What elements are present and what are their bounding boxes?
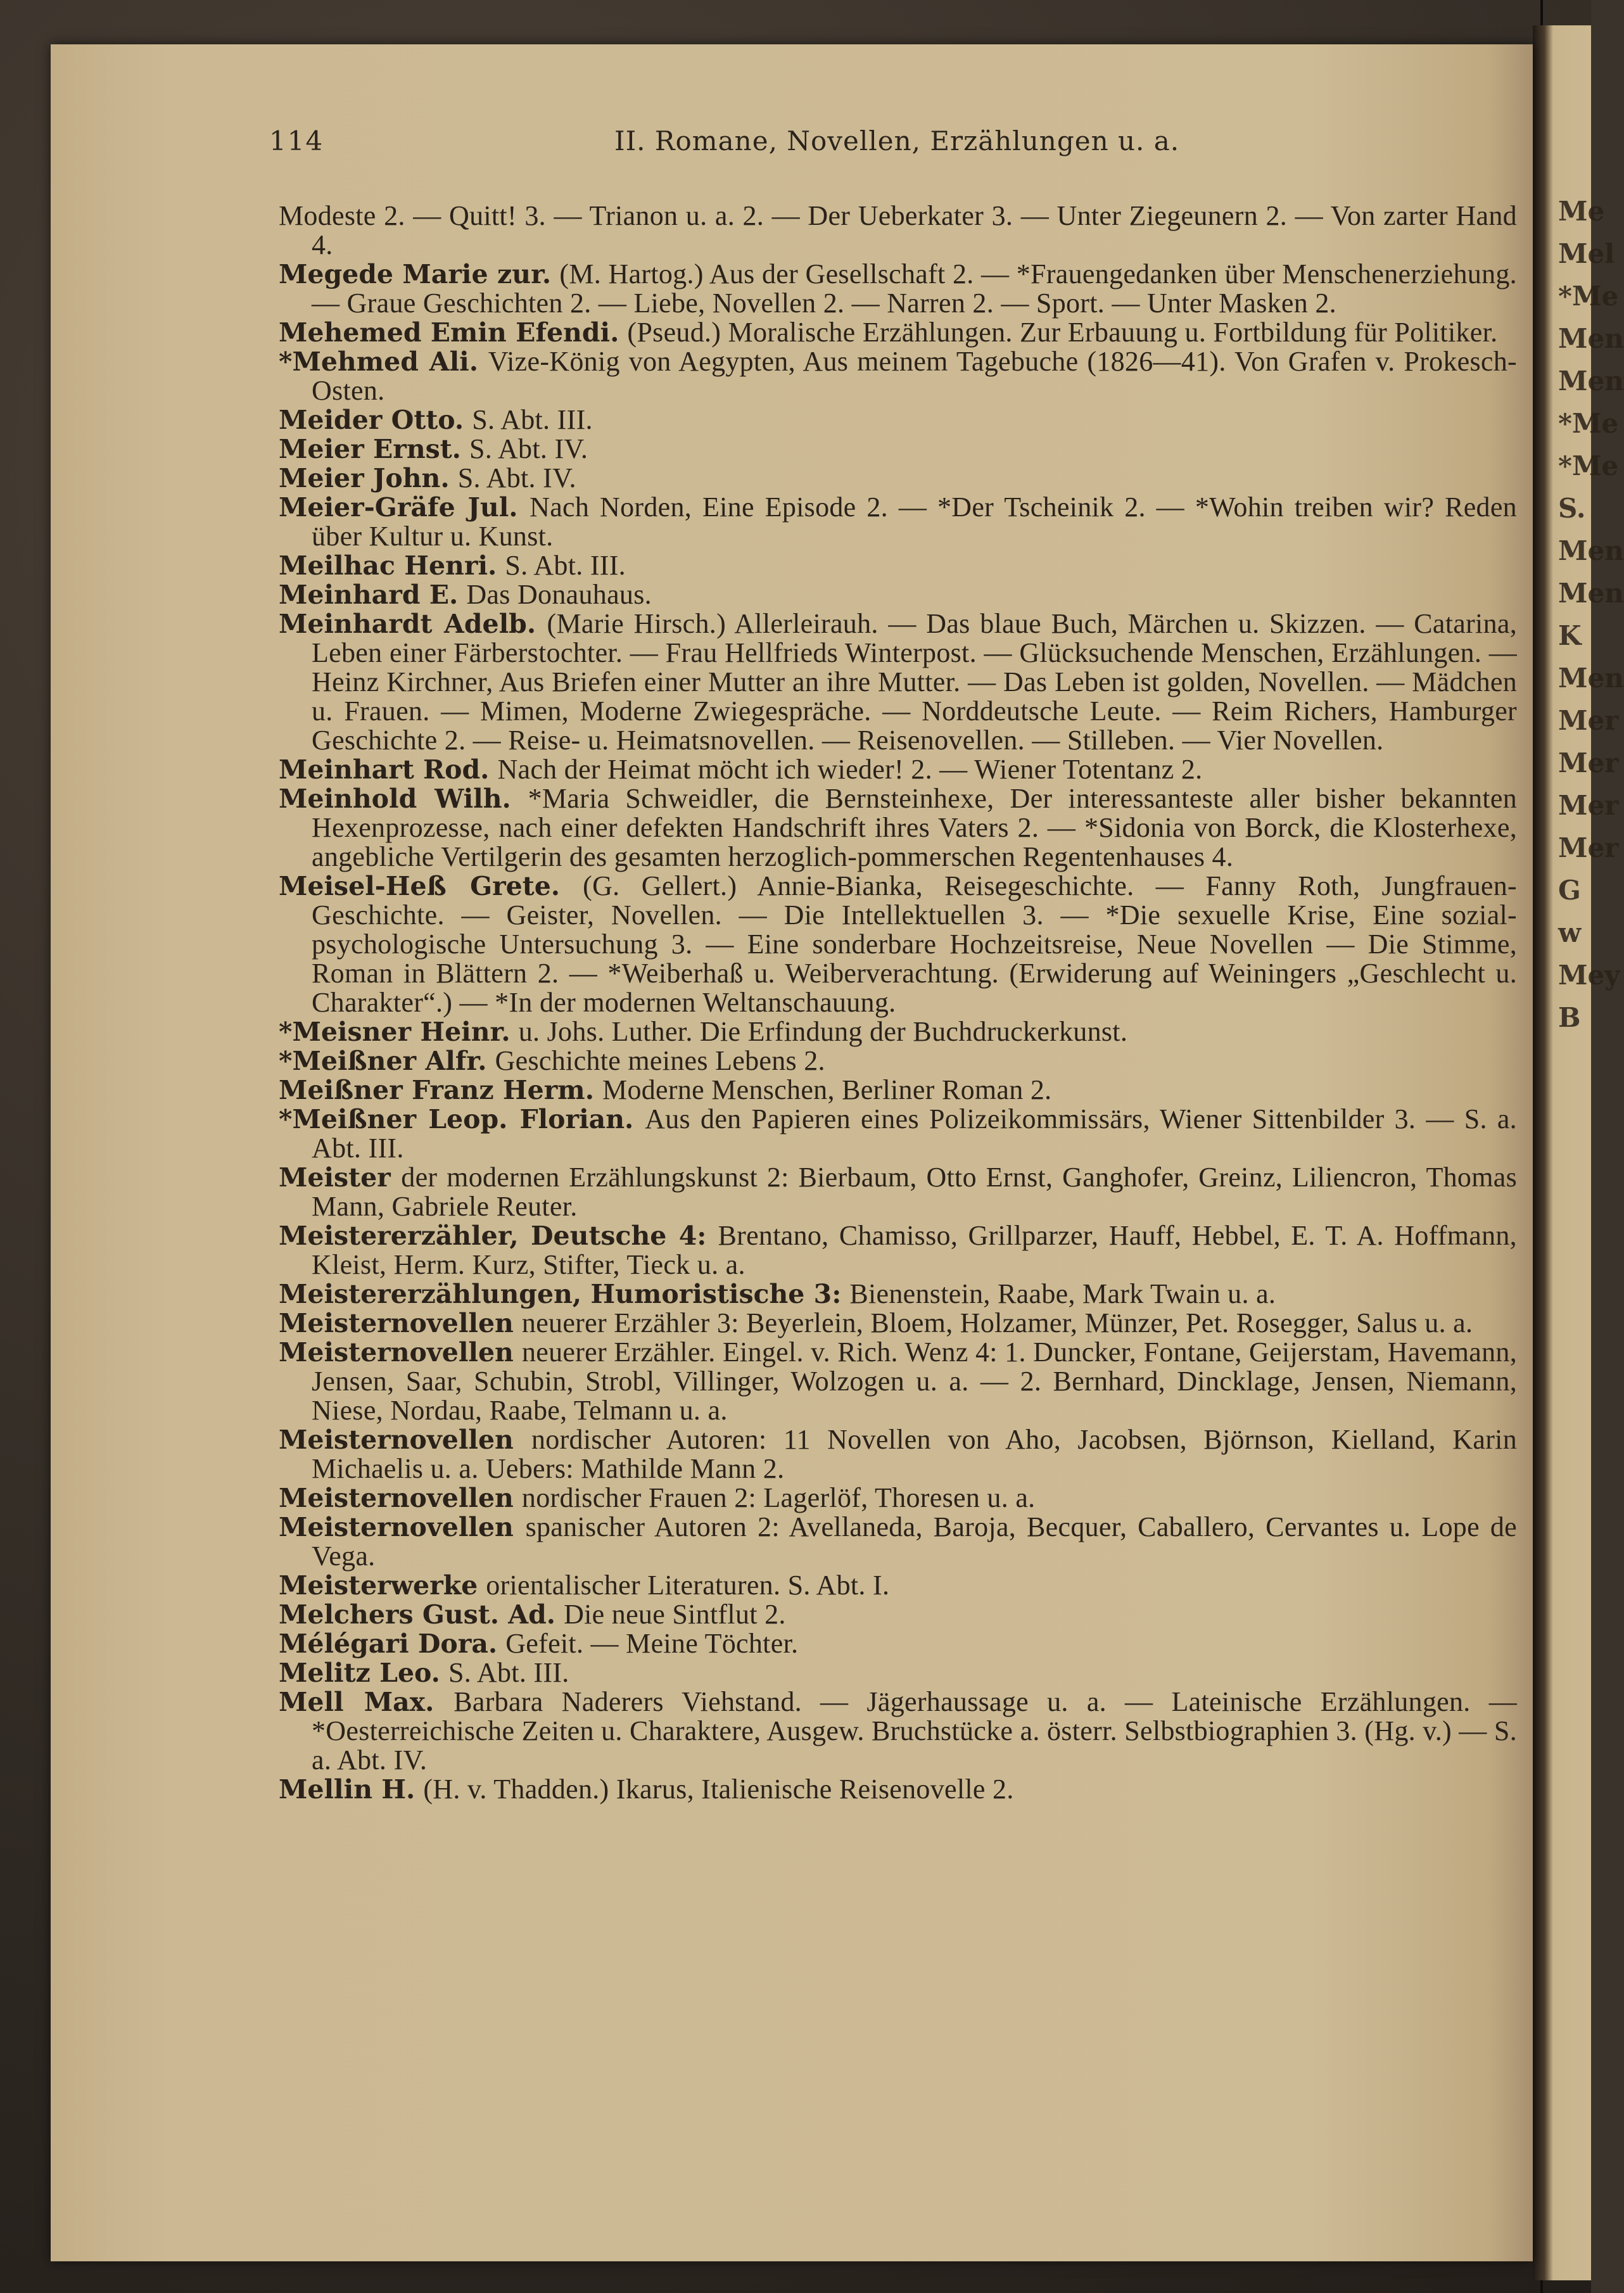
entry-text: Das Donauhaus.: [466, 579, 652, 610]
entry-author: Meisternovellen: [279, 1483, 514, 1513]
entry-text: S. Abt. III.: [472, 404, 593, 435]
entry-author: Meier-Gräfe Jul.: [279, 492, 518, 523]
entry-text: orientalischer Literaturen. S. Abt. I.: [486, 1570, 890, 1601]
catalog-entry: [279, 1513, 1517, 1571]
catalog-entry: [279, 1658, 1517, 1687]
facing-page-fragment: *Me: [1558, 450, 1619, 481]
catalog-entry: [279, 1046, 1517, 1076]
entry-author: Meinhold Wilh.: [279, 784, 511, 814]
entry-author: Meisternovellen: [279, 1308, 514, 1338]
entry-text: Moderne Menschen, Berliner Roman 2.: [602, 1074, 1052, 1105]
entry-text: (M. Hartog.) Aus der Gesellschaft 2. — *Frauengedanken über Menschenerziehung. — Graue Geschichten 2. — Liebe, Novellen 2. — Narren 2. — Sport. — Unter Masken 2.: [312, 258, 1517, 319]
page-header: [269, 125, 1504, 163]
facing-page-fragment: Men: [1558, 663, 1624, 694]
entry-author: Meisel-Heß Grete.: [279, 871, 561, 901]
facing-page-fragment: w: [1558, 917, 1582, 948]
catalog-entries: [279, 201, 1517, 1804]
entry-author: *Meißner Alfr.: [279, 1046, 487, 1076]
entry-author: Meinhart Rod.: [279, 754, 490, 785]
page-number: 114: [269, 125, 324, 156]
entry-text: S. Abt. IV.: [457, 462, 576, 493]
entry-text: S. Abt. IV.: [469, 433, 588, 464]
facing-page-fragment: Men: [1558, 535, 1624, 566]
entry-text: S. Abt. III.: [448, 1657, 569, 1688]
entry-author: Meinhardt Adelb.: [279, 609, 536, 639]
entry-text: (H. v. Thadden.) Ikarus, Italienische Reisenovelle 2.: [423, 1774, 1014, 1805]
entry-text: Die neue Sintflut 2.: [564, 1599, 786, 1630]
catalog-entry: [279, 872, 1517, 1017]
entry-text: nordischer Frauen 2: Lagerlöf, Thoresen u. a.: [521, 1482, 1036, 1513]
catalog-entry: [279, 1687, 1517, 1775]
catalog-entry: [279, 784, 1517, 872]
entry-text: Brentano, Chamisso, Grillparzer, Hauff, Hebbel, E. T. A. Hoffmann, Kleist, Herm. Kurz, Stifter, Tieck u. a.: [312, 1220, 1517, 1280]
catalog-entry: [279, 201, 1517, 260]
entry-author: Meistererzähler, Deutsche 4:: [279, 1221, 707, 1251]
entry-author: *Meißner Leop. Florian.: [279, 1104, 634, 1134]
entry-author: Meisterwerke: [279, 1570, 478, 1601]
entry-text: der modernen Erzählungskunst 2: Bierbaum, Otto Ernst, Ganghofer, Greinz, Liliencron, Thomas Mann, Gabriele Reuter.: [312, 1162, 1517, 1222]
entry-author: Meisternovellen: [279, 1512, 514, 1542]
running-head: II. Romane, Novellen, Erzählungen u. a.: [614, 125, 1180, 156]
entry-text: Bienenstein, Raabe, Mark Twain u. a.: [849, 1278, 1276, 1309]
catalog-entry: [279, 580, 1517, 609]
entry-author: Meistererzählungen, Humoristische 3:: [279, 1279, 842, 1309]
facing-page-fragment: K: [1558, 620, 1582, 651]
facing-page-fragment: S.: [1558, 493, 1586, 524]
entry-author: Meider Otto.: [279, 405, 464, 435]
entry-text: neuerer Erzähler. Eingel. v. Rich. Wenz 4: 1. Duncker, Fontane, Geijerstam, Havemann, Jensen, Saar, Schubin, Strobl, Villinger, Wolzogen u. a. — 2. Bernhard, Dincklage, Jensen, Niemann, Niese, Nordau, Raabe, Telmann u. a.: [312, 1337, 1517, 1426]
entry-text: Nach der Heimat möcht ich wieder! 2. — Wiener Totentanz 2.: [497, 754, 1203, 785]
facing-page-fragment: B: [1558, 1002, 1581, 1033]
entry-text: spanischer Autoren 2: Avellaneda, Baroja, Becquer, Caballero, Cervantes u. Lope de Vega.: [312, 1511, 1517, 1572]
facing-page-fragment: Mey: [1558, 960, 1620, 991]
entry-author: Meier John.: [279, 463, 450, 493]
entry-text: Gefeit. — Meine Töchter.: [505, 1628, 799, 1659]
entry-text: Modeste 2. — Quitt! 3. — Trianon u. a. 2. — Der Ueberkater 3. — Unter Ziegeunern 2. — Von zarter Hand 4.: [279, 200, 1517, 260]
facing-page-fragment: Me: [1558, 196, 1605, 227]
entry-author: Meilhac Henri.: [279, 550, 497, 581]
catalog-entry: [279, 318, 1517, 347]
facing-page-fragment: G: [1558, 875, 1581, 906]
facing-page-fragment: Mer: [1558, 747, 1619, 778]
entry-author: *Mehmed Ali.: [279, 346, 479, 377]
facing-page-fragment: Men: [1558, 578, 1624, 609]
entry-text: Geschichte meines Lebens 2.: [495, 1045, 825, 1076]
entry-text: (Pseud.) Moralische Erzählungen. Zur Erbauung u. Fortbildung für Politiker.: [627, 317, 1498, 348]
catalog-entry: [279, 1221, 1517, 1280]
entry-author: Mehemed Emin Efendi.: [279, 317, 619, 348]
catalog-entry: [279, 1105, 1517, 1163]
catalog-entry: [279, 1309, 1517, 1338]
facing-page-fragment: Men: [1558, 365, 1624, 397]
entry-author: Mélégari Dora.: [279, 1629, 498, 1659]
entry-text: neuerer Erzähler 3: Beyerlein, Bloem, Holzamer, Münzer, Pet. Rosegger, Salus u. a.: [521, 1307, 1473, 1338]
catalog-entry: [279, 435, 1517, 464]
catalog-entry: [279, 1338, 1517, 1425]
entry-author: Meister: [279, 1162, 391, 1193]
entry-author: Mell Max.: [279, 1687, 435, 1717]
entry-author: Meier Ernst.: [279, 434, 461, 464]
facing-page-fragment: Mer: [1558, 705, 1619, 736]
entry-text: S. Abt. III.: [505, 550, 626, 581]
entry-author: *Meisner Heinr.: [279, 1017, 511, 1047]
facing-page-fragment: *Me: [1558, 281, 1619, 312]
facing-page-fragment: Mer: [1558, 790, 1619, 821]
catalog-entry: [279, 1017, 1517, 1046]
entry-text: u. Johs. Luther. Die Erfindung der Buchdruckerkunst.: [518, 1016, 1128, 1047]
entry-author: Melitz Leo.: [279, 1658, 440, 1688]
entry-author: Meisternovellen: [279, 1425, 514, 1455]
catalog-entry: [279, 1775, 1517, 1804]
entry-author: Meisternovellen: [279, 1337, 514, 1368]
entry-text: Aus den Papieren eines Polizeikommissärs, Wiener Sittenbilder 3. — S. a. Abt. III.: [312, 1103, 1517, 1164]
entry-text: Vize-König von Aegypten, Aus meinem Tagebuche (1826—41). Von Grafen v. Prokesch-Osten.: [312, 346, 1517, 406]
catalog-entry: [279, 493, 1517, 551]
catalog-entry: [279, 1280, 1517, 1309]
facing-page-fragment: Men: [1558, 323, 1624, 354]
catalog-entry: [279, 1076, 1517, 1105]
entry-author: Meinhard E.: [279, 580, 459, 610]
facing-page-fragment: *Me: [1558, 408, 1619, 439]
catalog-entry: [279, 551, 1517, 580]
catalog-entry: [279, 464, 1517, 493]
catalog-entry: [279, 405, 1517, 435]
entry-text: Barbara Naderers Viehstand. — Jägerhaussage u. a. — Lateinische Erzählungen. — *Oesterreichische Zeiten u. Charaktere, Ausgew. Bruchstücke a. österr. Selbstbiographien 3. (Hg. v.) — S. a. Abt. IV.: [312, 1686, 1517, 1775]
catalog-entry: [279, 1163, 1517, 1221]
entry-author: Meißner Franz Herm.: [279, 1075, 594, 1105]
facing-page-fragment: Mer: [1558, 832, 1619, 863]
entry-text: nordischer Autoren: 11 Novellen von Aho, Jacobsen, Björnson, Kielland, Karin Michaelis u. a. Uebers: Mathilde Mann 2.: [312, 1424, 1517, 1484]
entry-text: Nach Norden, Eine Episode 2. — *Der Tscheinik 2. — *Wohin treiben wir? Reden über Kultur u. Kunst.: [312, 492, 1517, 552]
catalog-entry: [279, 1425, 1517, 1483]
catalog-entry: [279, 260, 1517, 318]
facing-page-fragment: Mel: [1558, 238, 1615, 269]
entry-text: *Maria Schweidler, die Bernsteinhexe, Der interessanteste aller bisher bekannten Hexenprozesse, nach einer defekten Handschrift ihres Vaters 2. — *Sidonia von Borck, die Klosterhexe, angebliche Vertilgerin des gesamten herzoglich-pommerschen Regentenhauses 4.: [312, 783, 1517, 872]
entry-author: Megede Marie zur.: [279, 259, 552, 289]
facing-page-text-fragments: [1558, 190, 1624, 1710]
entry-author: Mellin H.: [279, 1774, 416, 1805]
catalog-entry: [279, 1600, 1517, 1629]
catalog-entry: [279, 755, 1517, 784]
catalog-entry: [279, 347, 1517, 405]
catalog-entry: [279, 609, 1517, 755]
catalog-entry: [279, 1629, 1517, 1658]
catalog-entry: [279, 1571, 1517, 1600]
entry-text: (Marie Hirsch.) Allerleirauh. — Das blaue Buch, Märchen u. Skizzen. — Catarina, Leben einer Färberstochter. — Frau Hellfrieds Winterpost. — Glücksuchende Menschen, Erzählungen. — Heinz Kirchner, Aus Briefen einer Mutter an ihre Mutter. — Das Leben ist golden, Novellen. — Mädchen u. Frauen. — Mimen, Moderne Zwiegespräche. — Norddeutsche Leute. — Reim Richers, Hamburger Geschichte 2. — Reise- u. Heimatsnovellen. — Reisenovellen. — Stilleben. — Vier Novellen.: [312, 608, 1517, 756]
entry-author: Melchers Gust. Ad.: [279, 1599, 556, 1630]
catalog-entry: [279, 1483, 1517, 1513]
entry-text: (G. Gellert.) Annie-Bianka, Reisegeschichte. — Fanny Roth, Jungfrauen-Geschichte. — Geister, Novellen. — Die Intellektuellen 3. — *Die sexuelle Krise, Eine sozial-psychologische Untersuchung 3. — Eine sonderbare Hochzeitsreise, Neue Novellen — Die Stimme, Roman in Blättern 2. — *Weiberhaß u. Weiberverachtung. (Erwiderung auf Weiningers „Geschlecht u. Charakter“.) — *In der modernen Weltanschauung.: [312, 870, 1517, 1018]
